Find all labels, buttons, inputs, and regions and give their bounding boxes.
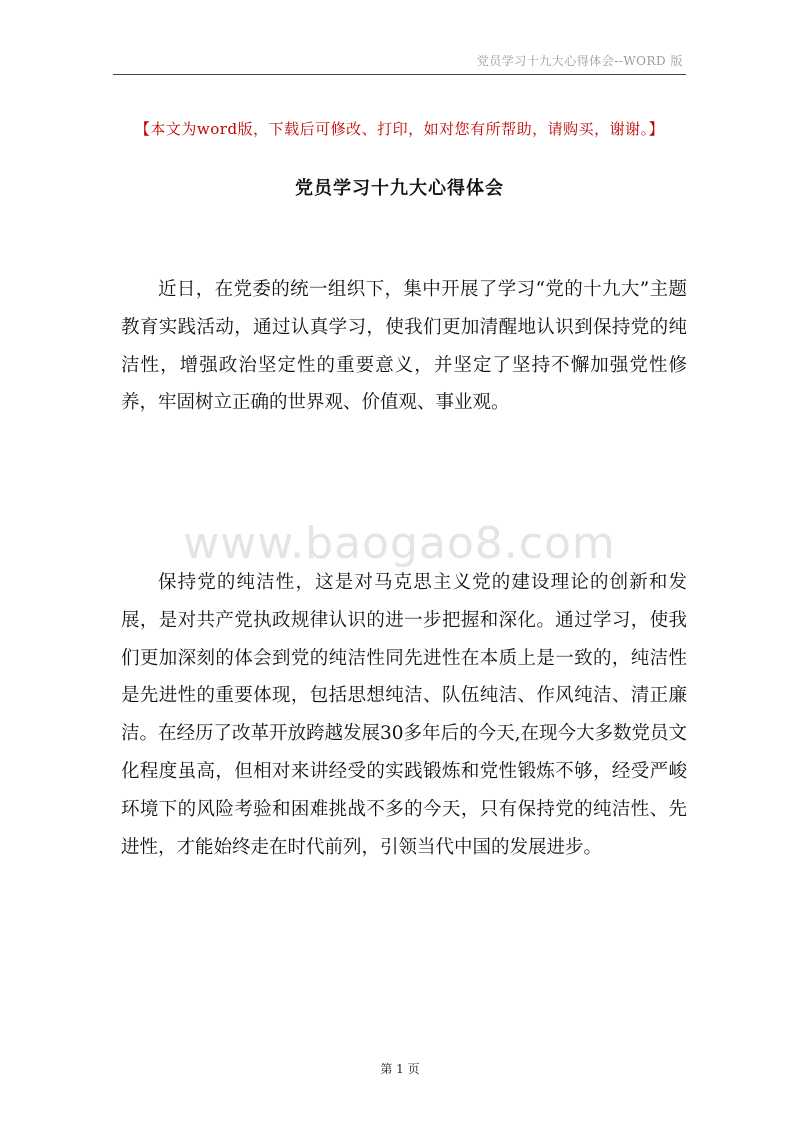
document-title: 党员学习十九大心得体会 [295,178,504,199]
page-number: 第 1 页 [380,1062,420,1076]
purchase-notice: 【本文为word版，下载后可修改、打印，如对您有所帮助，请购买，谢谢。】 [134,120,665,138]
paragraph-1: 近日，在党委的统一组织下，集中开展了学习“党的十九大”主题教育实践活动，通过认真学习，使我们更加清醒地认识到保持党的纯洁性，增强政治坚定性的重要意义，并坚定了坚持不懈加强党性修养，牢固树立正确的世界观、价值观、事业观。 [121,279,687,414]
paragraph-2: 保持党的纯洁性，这是对马克思主义党的建设理论的创新和发展，是对共产党执政规律认识的进一步把握和深化。通过学习，使我们更加深刻的体会到党的纯洁性同先进性在本质上是一致的，纯洁性是先进性的重要体现，包括思想纯洁、队伍纯洁、作风纯洁、清正廉洁。在经历了改革开放跨越发展30多年后的今天,在现今大多数党员文化程度虽高，但相对来讲经受的实践锻炼和党性锻炼不够，经受严峻环境下的风险考验和困难挑战不多的今天，只有保持党的纯洁性、先进性，才能始终走在时代前列，引领当代中国的发展进步。 [121,572,687,858]
watermark: www.baogao8.com [183,518,616,569]
header-divider [113,74,686,75]
running-header: 党员学习十九大心得体会--WORD 版 [476,54,683,68]
